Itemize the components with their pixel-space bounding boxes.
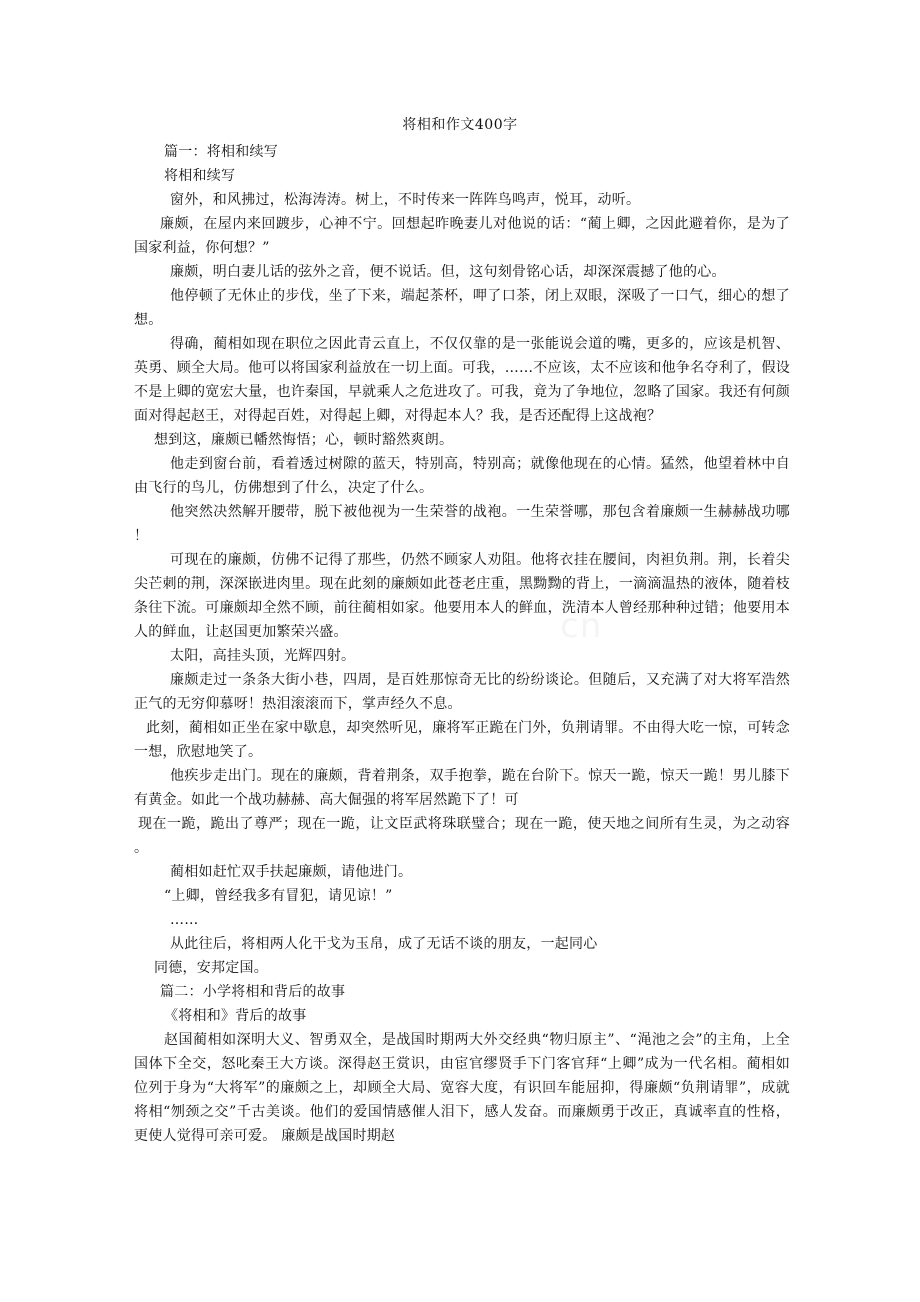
body-paragraph: 他走到窗台前，看着透过树隙的蓝天，特别高，特别高；就像他现在的心情。猛然，他望着林中自由飞行的鸟儿，仿佛想到了什么，决定了什么。: [134, 456, 790, 496]
body-paragraph: 同德，安邦定国。: [154, 960, 268, 976]
body-paragraph: 廉颇，明白妻儿话的弦外之音，便不说话。但，这句刻骨铭心话，却深深震撼了他的心。: [170, 264, 726, 280]
body-paragraph: 太阳，高挂头顶，光辉四射。: [170, 648, 356, 664]
body-paragraph: 廉颇走过一条条大街小巷，四周，是百姓那惊奇无比的纷纷谈论。但随后，又充满了对大将军浩然正气的无穷仰慕呀！热泪滚滚而下，掌声经久不息。: [134, 672, 790, 712]
body-paragraph: 从此往后，将相两人化干戈为玉帛，成了无话不谈的朋友，一起同心: [170, 936, 598, 952]
document-body: [134, 140, 790, 1148]
body-paragraph: 廉颇，在屋内来回踱步，心神不宁。回想起昨晚妻儿对他说的话：“蔺上卿，之因此避着你，是为了国家利益，你何想？”: [134, 216, 790, 256]
body-paragraph: 窗外，和风拂过，松海涛涛。树上，不时传来一阵阵鸟鸣声，悦耳，动听。: [170, 192, 641, 208]
body-paragraph: ……: [170, 912, 199, 928]
body-paragraph: 他突然决然解开腰带，脱下被他视为一生荣誉的战袍。一生荣誉哪，那包含着廉颇一生赫赫战功哪！: [134, 504, 790, 544]
body-paragraph: 现在一跪，跪出了尊严；现在一跪，让文臣武将珠联璧合；现在一跪，使天地之间所有生灵，为之动容。: [134, 816, 790, 856]
section-subtitle: 将相和续写: [164, 168, 236, 184]
body-paragraph: 得确，蔺相如现在职位之因此青云直上，不仅仅靠的是一张能说会道的嘴，更多的，应该是机智、英勇、顾全大局。他可以将国家利益放在一切上面。可我，……不应该，太不应该和他争名夺利了，假设不是上卿的宽宏大量，也许秦国，早就乘人之危进攻了。可我，竟为了争地位，忽略了国家。我还有何颜面对得起赵王，对得起百姓，对得起上卿，对得起本人？我，是否还配得上这战袍？: [134, 336, 790, 424]
section-heading: 篇一：将相和续写: [164, 144, 278, 160]
body-paragraph: 此刻，蔺相如正坐在家中歇息，却突然听见，廉将军正跪在门外，负荆请罪。不由得大吃一惊，可转念一想，欣慰地笑了。: [134, 720, 790, 760]
document-title: 将相和作文400字: [402, 117, 518, 133]
body-paragraph: 赵国蔺相如深明大义、智勇双全，是战国时期两大外交经典“物归原主”、“渑池之会”的主角，上全国体下全交，怒叱秦王大方谈。深得赵王赏识，由宦官缪贤手下门客官拜“上卿”成为一代名相。蔺相如位列于身为“大将军”的廉颇之上，却顾全大局、宽容大度，有识回车能屈抑，得廉颇“负荆请罪”，成就将相“刎颈之交”千古美谈。他们的爱国情感催人泪下，感人发奋。而廉颇勇于改正，真诚率直的性格，更使人觉得可亲可爱。 廉颇是战国时期赵: [134, 1032, 790, 1144]
body-paragraph: 他停顿了无休止的步伐，坐了下来，端起茶杯，呷了口茶，闭上双眼，深吸了一口气，细心的想了想。: [134, 288, 790, 328]
body-paragraph: “上卿，曾经我多有冒犯，请见谅！”: [164, 888, 393, 904]
section-subtitle: 《将相和》背后的故事: [164, 1008, 307, 1024]
body-paragraph: 想到这，廉颇已幡然悔悟；心，顿时豁然爽朗。: [154, 432, 454, 448]
body-paragraph: 他疾步走出门。现在的廉颇，背着荆条，双手抱拳，跪在台阶下。惊天一跪，惊天一跪！男儿膝下有黄金。如此一个战功赫赫、高大倔强的将军居然跪下了！可: [134, 768, 790, 808]
body-paragraph: 蔺相如赶忙双手扶起廉颇，请他进门。: [170, 864, 413, 880]
body-paragraph: 可现在的廉颇，仿佛不记得了那些，仍然不顾家人劝阻。他将衣挂在腰间，肉袒负荆。荆，长着尖尖芒刺的荆，深深嵌进肉里。现在此刻的廉颇如此苍老庄重，黑黝黝的背上，一滴滴温热的液体，随着枝条往下流。可廉颇却全然不顾，前往蔺相如家。他要用本人的鲜血，洗清本人曾经那种种过错；他要用本人的鲜血，让赵国更加繁荣兴盛。: [134, 552, 790, 640]
section-heading: 篇二：小学将相和背后的故事: [160, 984, 346, 1000]
